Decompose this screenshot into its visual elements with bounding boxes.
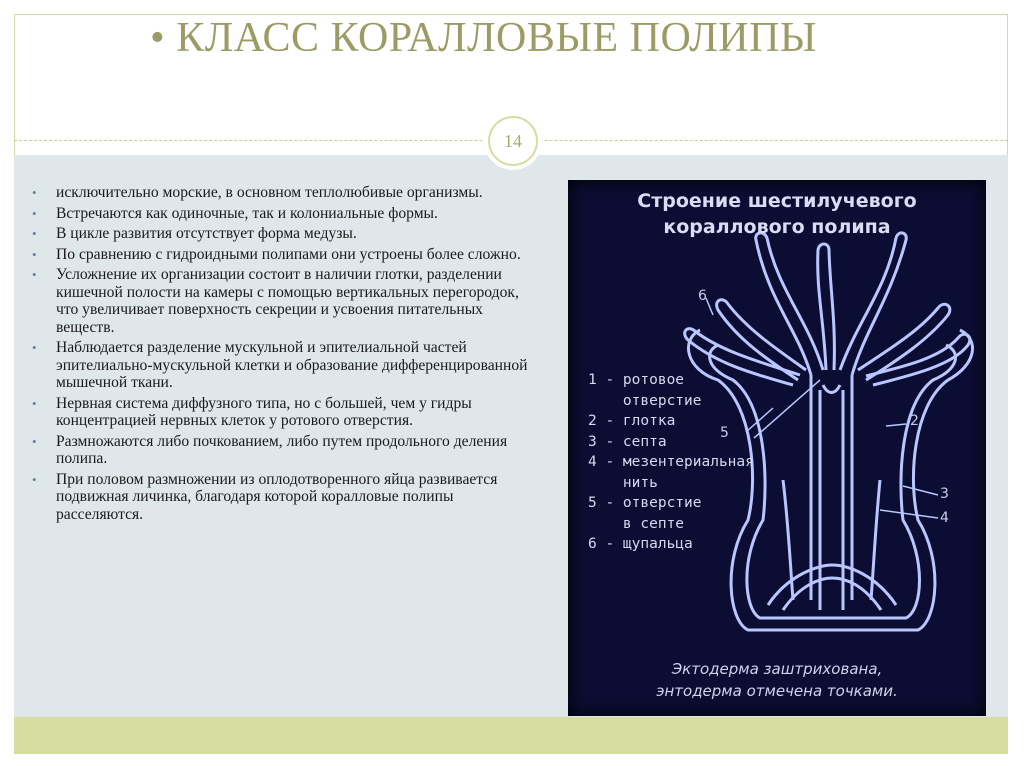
bullet-icon: • (32, 471, 37, 487)
bullet-text: В цикле развития отсутствует форма медузы. (56, 225, 357, 242)
bullet-item (32, 471, 532, 524)
figure-legend (588, 370, 754, 555)
bullet-item (32, 184, 532, 202)
bullet-icon: • (32, 433, 37, 449)
bullet-item (32, 339, 532, 392)
bullet-text: Наблюдается разделение мускульной и эпителиальной частей эпителиально-мускульной клетки и образование дифференцированной мышечной ткани. (56, 339, 528, 391)
legend-item: отверстие (588, 392, 702, 409)
figure-title-line1: Строение шестилучевого (637, 190, 917, 212)
label-2: 2 (910, 413, 919, 429)
bullet-item (32, 246, 532, 264)
page-number: 14 (504, 130, 522, 151)
legend-item: 5 - отверстие (588, 495, 702, 511)
bullet-icon: • (32, 267, 37, 282)
legend-item: 4 - мезентериальная (588, 454, 754, 470)
legend-item: 6 - щупальца (588, 536, 693, 552)
legend-item: 3 - септа (588, 433, 667, 450)
slide-title: • КЛАСС КОРАЛЛОВЫЕ ПОЛИПЫ (150, 15, 818, 61)
legend-item: нить (588, 474, 658, 491)
polyp-diagram (568, 180, 986, 716)
bullet-text: При половом размножении из оплодотворенного яйца развивается подвижная личинка, благодаря которой коралловые полипы расселяются. (56, 470, 498, 523)
bullet-item (32, 395, 532, 430)
figure-caption-line1: Эктодерма заштрихована, (671, 660, 883, 678)
bullet-text: По сравнению с гидроидными полипами они устроены более сложно. (56, 245, 521, 263)
bullet-list (32, 184, 532, 526)
label-3: 3 (940, 486, 949, 502)
footer-band (14, 717, 1008, 754)
page-number-badge (488, 116, 538, 166)
label-4: 4 (940, 510, 949, 526)
bullet-text: Нервная система диффузного типа, но с большей, чем у гидры концентрацией нервных клеток у ротового отверстия. (56, 394, 472, 429)
bullet-item (32, 205, 532, 223)
bullet-icon: • (32, 185, 37, 200)
label-5: 5 (720, 425, 729, 441)
bullet-item (32, 225, 532, 243)
legend-item: 1 - ротовое (588, 372, 685, 388)
label-6: 6 (698, 288, 707, 304)
legend-item: в септе (588, 515, 685, 532)
bullet-text: Размножаются либо почкованием, либо путем продольного деления полипа. (56, 432, 508, 467)
bullet-icon: • (32, 395, 37, 411)
figure-title-line2: кораллового полипа (663, 216, 891, 238)
legend-item: 2 - глотка (588, 413, 676, 429)
bullet-item (32, 433, 532, 468)
bullet-icon: • (32, 226, 37, 241)
bullet-icon: • (32, 246, 37, 262)
bullet-icon: • (32, 340, 37, 355)
bullet-icon: • (32, 205, 37, 221)
bullet-text: Встречаются как одиночные, так и колониальные формы. (56, 204, 438, 222)
bullet-text: исключительно морские, в основном теплолюбивые организмы. (56, 184, 483, 201)
bullet-text: Усложнение их организации состоит в наличии глотки, разделении кишечной полости на камеры с помощью вертикальных перегородок, что увеличивает поверхность секреции и усвоения питательных веществ. (56, 266, 519, 336)
bullet-item (32, 266, 532, 336)
figure-caption-line2: энтодерма отмечена точками. (656, 682, 898, 700)
